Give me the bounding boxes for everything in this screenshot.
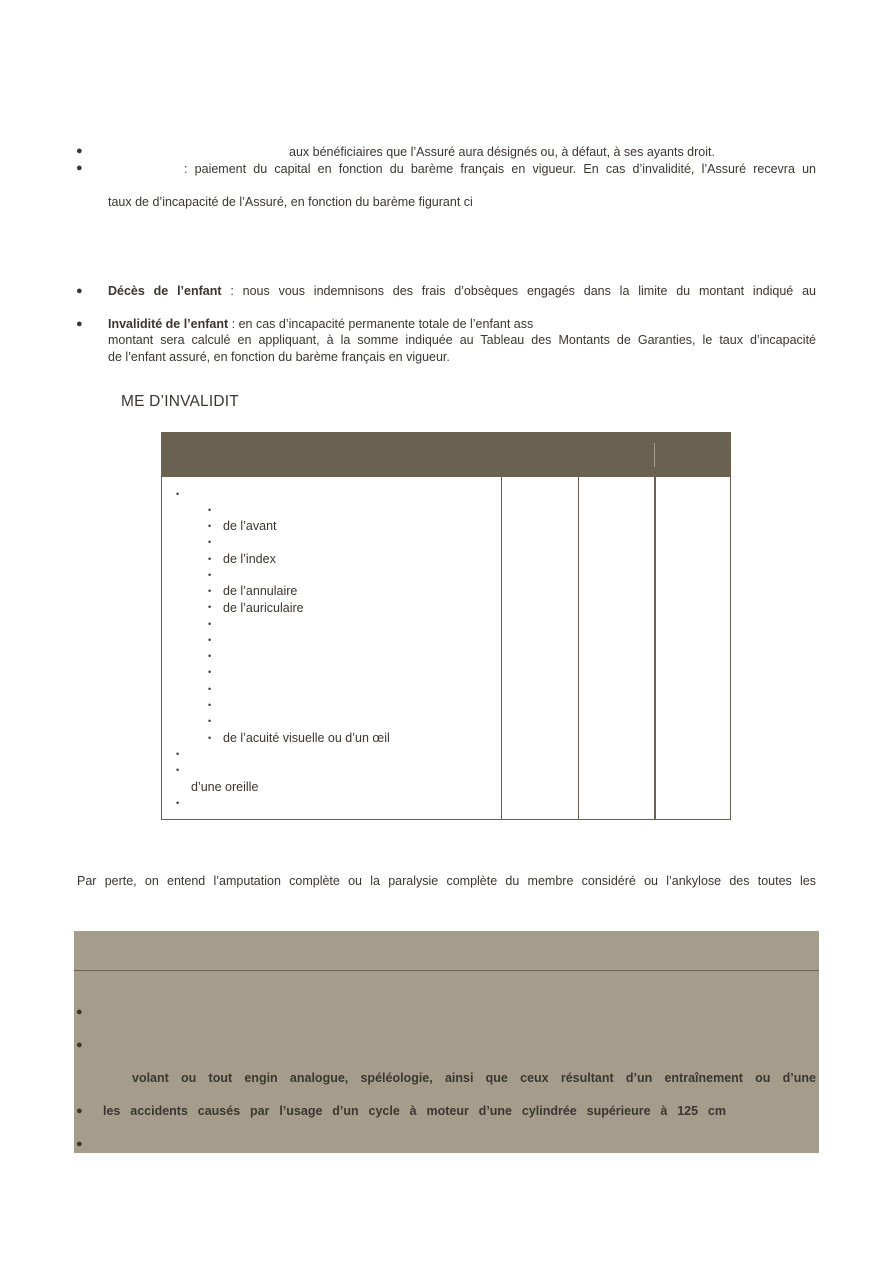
table-row-oreille: d’une oreille [191, 780, 259, 794]
child-invalidity-line3: de l’enfant assuré, en fonction du barème français en vigueur. [108, 350, 450, 364]
bullet-icon: • [176, 765, 180, 775]
child-invalidity-label: Invalidité de l’enfant [108, 317, 229, 331]
table-row-index: de l’index [223, 552, 276, 566]
bullet-icon: ● [76, 1039, 83, 1051]
bullet-icon: • [208, 586, 212, 596]
bullet-icon: ● [76, 145, 83, 157]
column-divider [578, 477, 579, 819]
exclusion-line-motorcycle: les accidents causés par l’usage d’un cycle à moteur d’une cylindrée supérieure à 125 cm [103, 1104, 726, 1118]
bullet-icon: • [176, 749, 180, 759]
invalidity-capital-text: : paiement du capital en fonction du barème français en vigueur. En cas d’invalidité, l’Assuré recevra un [184, 162, 816, 176]
bullet-icon: ● [76, 285, 83, 297]
beneficiaries-text: aux bénéficiaires que l’Assuré aura désignés ou, à défaut, à ses ayants droit. [289, 145, 715, 159]
bullet-icon: • [208, 570, 212, 580]
table-row-auriculaire: de l’auriculaire [223, 601, 304, 615]
bullet-icon: • [176, 489, 180, 499]
bullet-icon: ● [76, 1105, 83, 1117]
bullet-icon: ● [76, 162, 83, 174]
bullet-icon: • [208, 537, 212, 547]
bullet-icon: • [208, 700, 212, 710]
table-header [162, 433, 730, 477]
table-row-avant: de l’avant [223, 519, 277, 533]
bullet-icon: • [208, 619, 212, 629]
bullet-icon: • [208, 716, 212, 726]
bullet-icon: • [208, 505, 212, 515]
bullet-icon: ● [76, 1006, 83, 1018]
incapacity-rate-text: taux de d’incapacité de l’Assuré, en fonction du barème figurant ci [108, 195, 473, 209]
child-invalidity-line2: montant sera calculé en appliquant, à la somme indiquée au Tableau des Montants de Garanties, le taux d’incapacité [108, 333, 816, 347]
bullet-icon: • [208, 733, 212, 743]
child-death-label: Décès de l’enfant [108, 284, 222, 298]
bullet-icon: • [208, 667, 212, 677]
child-invalidity-text: : en cas d’incapacité permanente totale de l’enfant ass [231, 317, 534, 331]
exclusion-line-sports: volant ou tout engin analogue, spéléologie, ainsi que ceux résultant d’un entraînement ou d’une [132, 1071, 816, 1085]
bullet-icon: • [208, 635, 212, 645]
table-row-acuite: de l’acuité visuelle ou d’un œil [223, 731, 390, 745]
header-separator [654, 443, 655, 467]
bullet-icon: • [208, 521, 212, 531]
bullet-icon: • [176, 798, 180, 808]
table-row-annulaire: de l’annulaire [223, 584, 298, 598]
bullet-icon: ● [76, 1138, 83, 1150]
bullet-icon: • [208, 651, 212, 661]
disability-scale-table [161, 432, 731, 820]
child-death-paragraph [108, 283, 816, 299]
bullet-icon: • [208, 602, 212, 612]
bullet-icon: • [208, 554, 212, 564]
disability-scale-title: ME D’INVALIDIT [121, 393, 239, 410]
exclusions-box [74, 931, 819, 1153]
column-divider [501, 477, 502, 819]
bullet-icon: ● [76, 318, 83, 330]
exclusions-divider [74, 970, 819, 971]
child-invalidity-paragraph [108, 316, 533, 332]
loss-definition-note: Par perte, on entend l’amputation complète ou la paralysie complète du membre considéré ou l’ankylose des toutes les [77, 874, 816, 888]
column-divider [654, 477, 656, 819]
bullet-icon: • [208, 684, 212, 694]
child-death-text: : nous vous indemnisons des frais d’obsèques engagés dans la limite du montant indiqué au [230, 284, 816, 298]
